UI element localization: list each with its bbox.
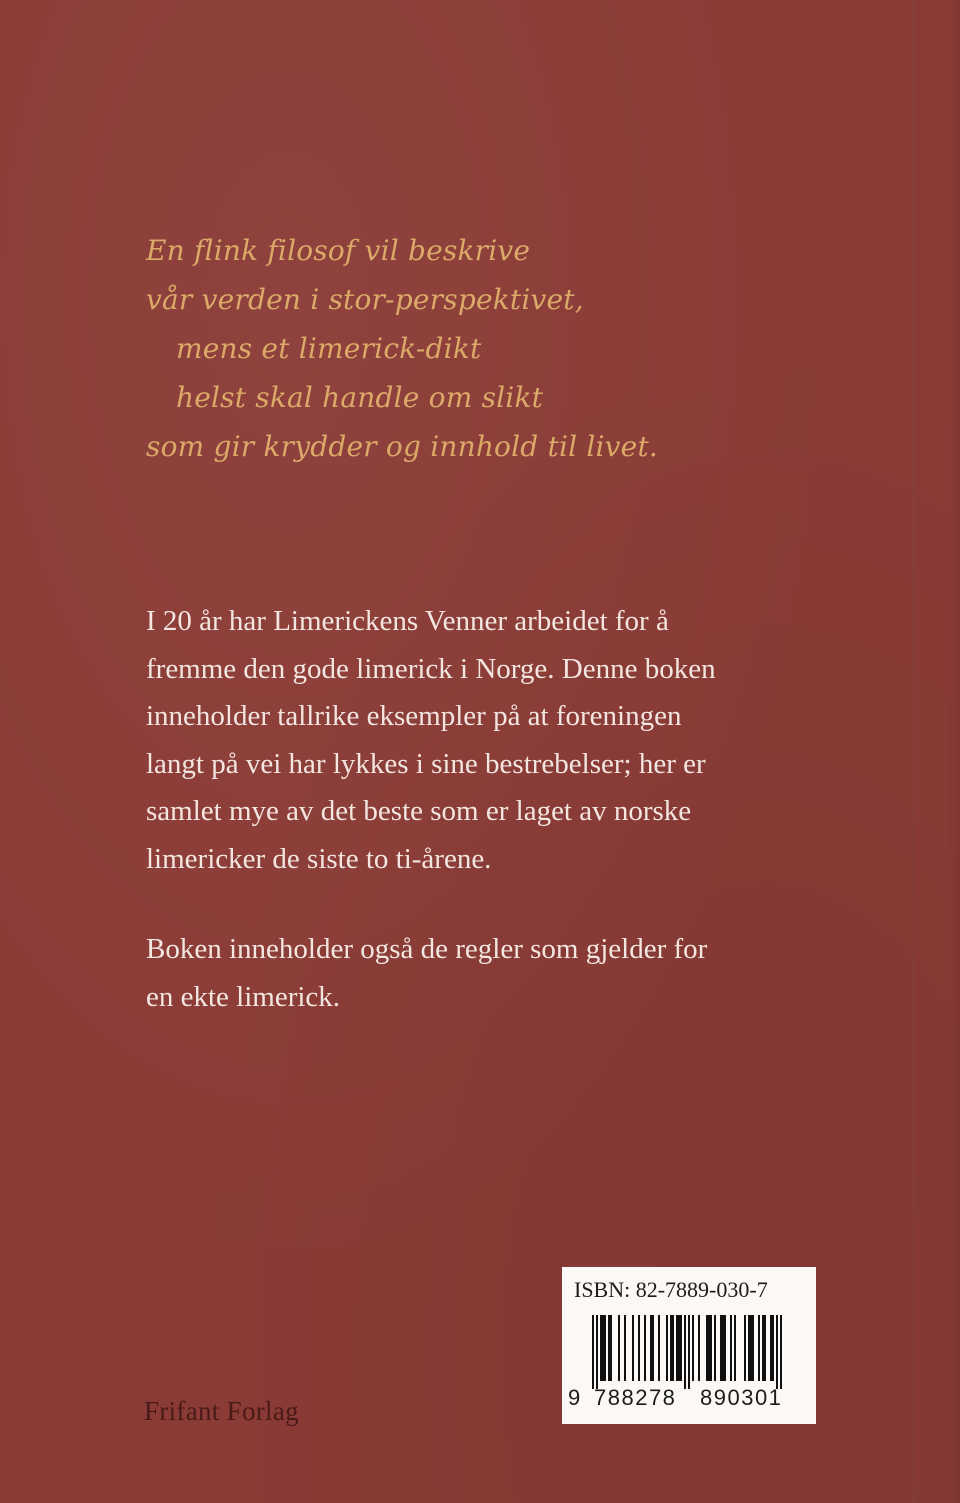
- barcode-bar: [652, 1315, 654, 1381]
- barcode-bar: [724, 1315, 726, 1381]
- cover-edge-shadow: [948, 0, 960, 1503]
- description-paragraph-2: [146, 926, 796, 1021]
- barcode-bar: [666, 1315, 668, 1381]
- barcode-bar: [608, 1315, 610, 1381]
- barcode-bar: [680, 1315, 682, 1381]
- description-paragraph-1: [146, 598, 796, 883]
- poem-line: vår verden i stor-perspektivet,: [146, 283, 584, 316]
- barcode-bar: [744, 1315, 746, 1381]
- text-line: fremme den gode limerick i Norge. Denne boken: [146, 652, 716, 685]
- barcode-bar: [602, 1315, 604, 1381]
- barcode-bar: [752, 1315, 754, 1381]
- barcode-bar: [670, 1315, 672, 1381]
- barcode-bar: [638, 1315, 640, 1381]
- barcode-bar: [720, 1315, 722, 1381]
- barcode-bar: [762, 1315, 764, 1381]
- barcode-bar: [596, 1315, 598, 1389]
- barcode-digits-right: 890301: [700, 1385, 783, 1410]
- poem-line: En flink filosof vil beskrive: [146, 234, 531, 267]
- barcode-bar: [776, 1315, 778, 1389]
- barcode-bar: [764, 1315, 766, 1381]
- poem-line: mens et limerick-dikt: [176, 332, 482, 365]
- barcode-bar: [676, 1315, 678, 1381]
- barcode-bar: [678, 1315, 680, 1381]
- barcode-bar: [770, 1315, 772, 1381]
- barcode-digits-left: 788278: [594, 1385, 677, 1410]
- limerick-poem: [146, 226, 766, 471]
- barcode-bar: [600, 1315, 602, 1381]
- barcode-bar: [618, 1315, 620, 1381]
- barcode-bar: [710, 1315, 712, 1381]
- barcode-bar: [748, 1315, 750, 1381]
- barcode-bar: [632, 1315, 634, 1381]
- barcode-bar: [706, 1315, 708, 1381]
- barcode-bar: [750, 1315, 752, 1381]
- text-line: inneholder tallrike eksempler på at foreningen: [146, 700, 682, 732]
- barcode-bar: [644, 1315, 646, 1381]
- isbn-number: ISBN: 82-7889-030-7: [574, 1277, 768, 1302]
- poem-line: som gir krydder og innhold til livet.: [146, 430, 659, 463]
- barcode-digit-first: 9: [568, 1385, 581, 1410]
- text-line: limericker de siste to ti-årene.: [146, 842, 492, 875]
- barcode-bar: [734, 1315, 736, 1381]
- barcode-bar: [592, 1315, 594, 1389]
- barcode-bar: [650, 1315, 652, 1381]
- publisher-name: Frifant Forlag: [144, 1396, 299, 1426]
- text-line: samlet mye av det beste som er laget av norske: [146, 795, 692, 827]
- text-line: langt på vei har lykkes i sine bestrebelser; her er: [146, 747, 706, 780]
- spine-fold-line: [912, 0, 915, 1503]
- barcode-bar: [730, 1315, 732, 1381]
- barcode-image: [570, 1315, 808, 1389]
- poem-line: helst skal handle om slikt: [176, 381, 544, 414]
- text-line: en ekte limerick.: [146, 980, 341, 1013]
- barcode-bar: [672, 1315, 674, 1381]
- barcode-bar: [688, 1315, 690, 1389]
- barcode-bar: [780, 1315, 782, 1389]
- barcode-bar: [610, 1315, 612, 1381]
- text-line: Boken inneholder også de regler som gjelder for: [146, 933, 708, 965]
- barcode-bar: [624, 1315, 626, 1381]
- barcode-bar: [722, 1315, 724, 1381]
- barcode-bar: [698, 1315, 700, 1381]
- barcode-bar: [684, 1315, 686, 1389]
- text-line: I 20 år har Limerickens Venner arbeidet for å: [146, 605, 669, 637]
- barcode-bar: [714, 1315, 716, 1381]
- isbn-barcode-label: [562, 1267, 816, 1424]
- barcode-bar: [692, 1315, 694, 1381]
- barcode-bar: [604, 1315, 606, 1381]
- barcode-bar: [772, 1315, 774, 1381]
- barcode-bar: [658, 1315, 660, 1381]
- barcode-bar: [758, 1315, 760, 1381]
- barcode-bar: [708, 1315, 710, 1381]
